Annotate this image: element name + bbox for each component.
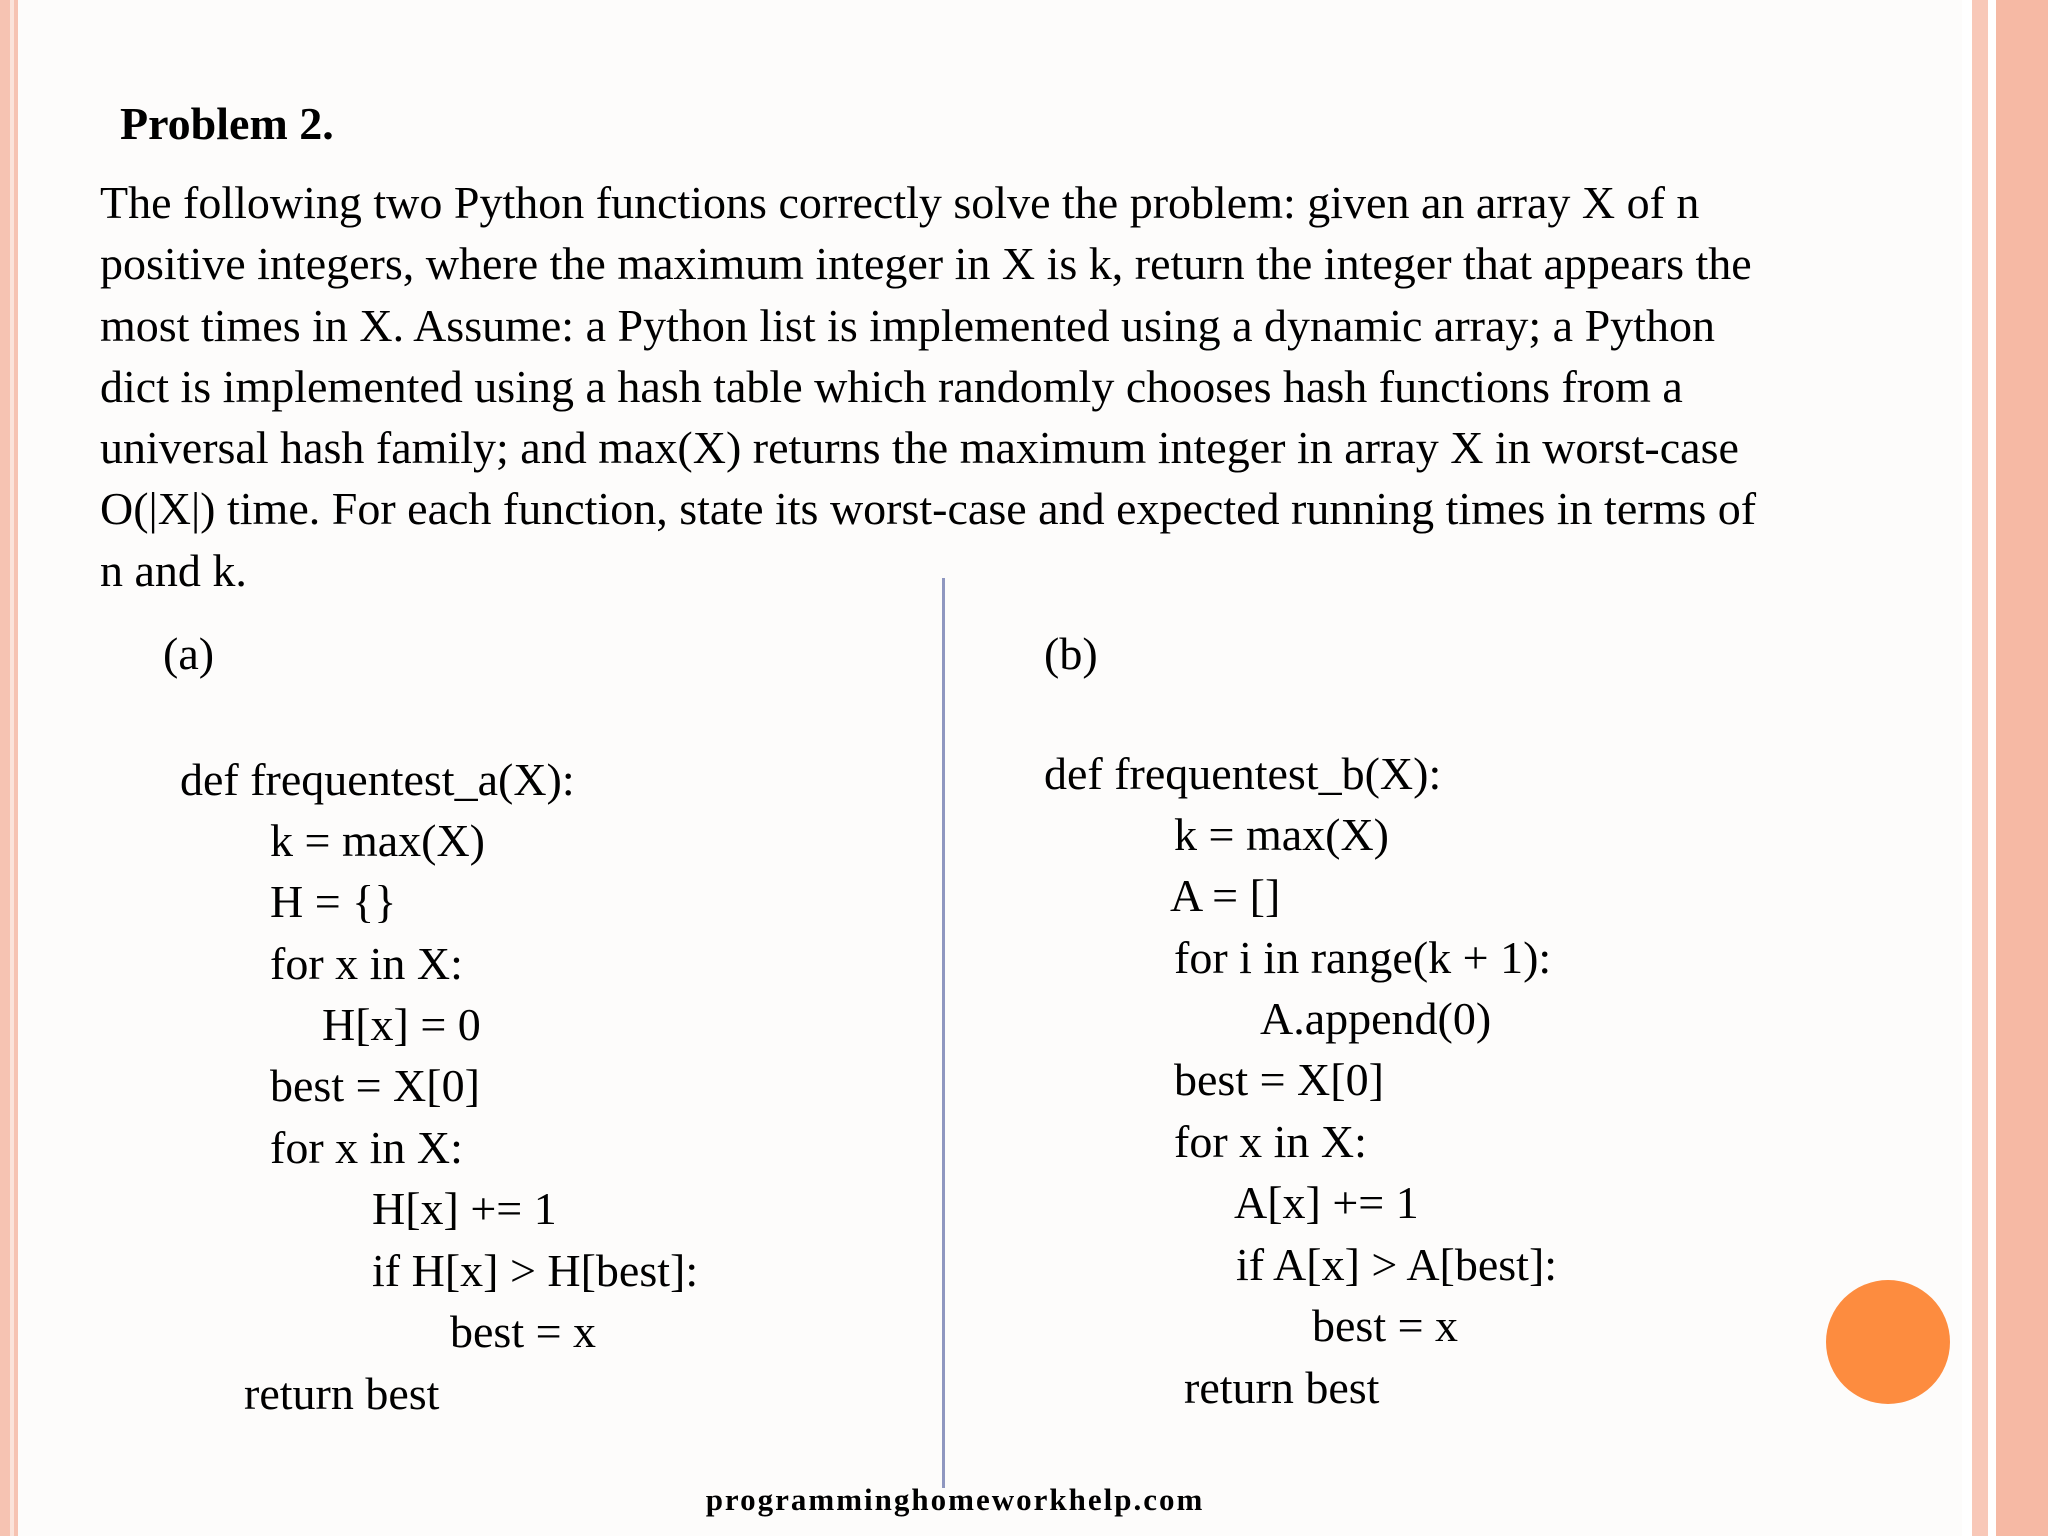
code-line: best = x — [1312, 1300, 1459, 1351]
right-decorative-border — [1962, 0, 2048, 1536]
footer-watermark: programminghomeworkhelp.com — [705, 1482, 1205, 1517]
left-decorative-border — [0, 0, 18, 1536]
statement-line: O(|X|) time. For each function, state its worst-case and expected running times in terms of — [100, 483, 1757, 535]
code-line: H = {} — [270, 876, 397, 927]
statement-line: positive integers, where the maximum integer in X is k, return the integer that appears the — [100, 238, 1752, 290]
code-line: best = x — [450, 1306, 597, 1357]
code-line: k = max(X) — [1174, 809, 1389, 860]
code-line: return best — [244, 1368, 440, 1419]
code-line: for x in X: — [270, 1122, 463, 1173]
code-line: def frequentest_b(X): — [1044, 748, 1442, 799]
column-divider — [942, 578, 945, 1488]
code-line: H[x] = 0 — [322, 999, 481, 1050]
code-line: for i in range(k + 1): — [1174, 932, 1552, 983]
code-line: for x in X: — [1174, 1116, 1367, 1167]
code-line: k = max(X) — [270, 815, 485, 866]
orange-circle-decoration — [1826, 1280, 1950, 1404]
part-b-label: (b) — [1044, 628, 1098, 679]
part-a-label: (a) — [163, 628, 215, 679]
code-line: A.append(0) — [1260, 993, 1492, 1044]
statement-line: universal hash family; and max(X) returns the maximum integer in array X in worst-case — [100, 422, 1739, 474]
code-line: return best — [1184, 1362, 1380, 1413]
code-line: best = X[0] — [1174, 1054, 1384, 1105]
problem-title: Problem 2. — [120, 98, 334, 149]
code-line: H[x] += 1 — [372, 1183, 557, 1234]
code-line: best = X[0] — [270, 1060, 480, 1111]
statement-line: n and k. — [100, 544, 247, 596]
code-line: def frequentest_a(X): — [180, 754, 575, 805]
code-line: A[x] += 1 — [1234, 1177, 1419, 1228]
statement-line: dict is implemented using a hash table which randomly chooses hash functions from a — [100, 360, 1683, 412]
statement-line: most times in X. Assume: a Python list is implemented using a dynamic array; a Python — [100, 299, 1715, 351]
code-line: if A[x] > A[best]: — [1236, 1239, 1558, 1290]
code-line: A = [] — [1170, 870, 1281, 921]
problem-statement — [100, 172, 1960, 601]
code-line: for x in X: — [270, 938, 463, 989]
statement-line: The following two Python functions correctly solve the problem: given an array X of n — [100, 177, 1700, 228]
code-line: if H[x] > H[best]: — [372, 1245, 699, 1296]
